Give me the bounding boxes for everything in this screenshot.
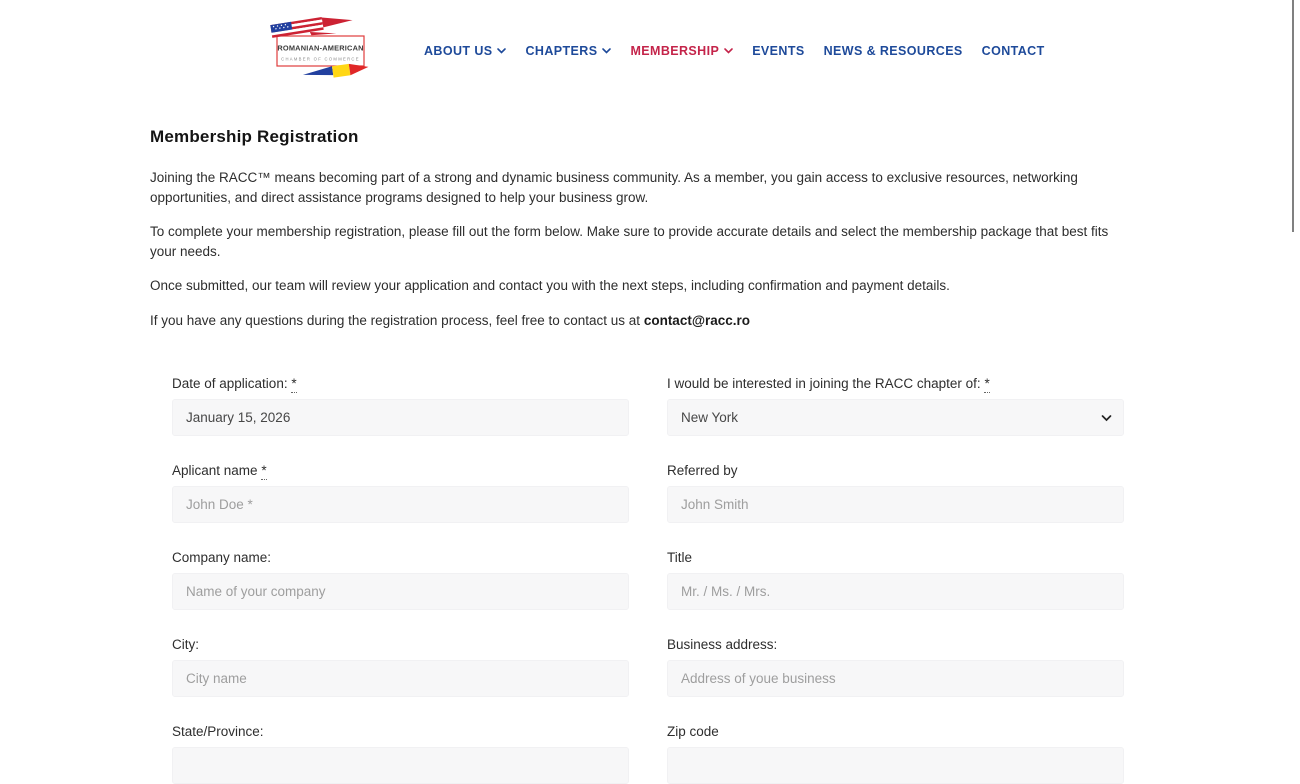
instructions-paragraph: To complete your membership registration, please fill out the form below. Make sure to provide accurate details and select the membership package that best fits your needs. — [150, 224, 1109, 259]
title-field-wrap — [667, 573, 1124, 610]
intro-paragraph: Joining the RACC™ means becoming part of a strong and dynamic business community. As a member, you gain access to exclusive resources, networking opportunities, and direct assistance programs designed to help your business grow. — [150, 170, 1078, 205]
chapter-select[interactable] — [667, 399, 1124, 436]
nav-news-resources-label: NEWS & RESOURCES — [823, 44, 963, 58]
zip-field-wrap — [667, 747, 1124, 784]
scrollbar-thumb[interactable] — [1292, 0, 1294, 232]
field-group-chapter — [667, 375, 1124, 436]
zip-code-input[interactable] — [667, 747, 1124, 784]
required-asterisk: * — [291, 376, 297, 391]
main-nav — [424, 44, 1045, 58]
field-group-address — [667, 636, 1124, 697]
title-input[interactable] — [667, 573, 1124, 610]
page-title: Membership Registration — [150, 127, 359, 146]
nav-membership-label: MEMBERSHIP — [630, 44, 720, 58]
nav-membership[interactable] — [630, 44, 733, 58]
state-field-wrap — [172, 747, 629, 784]
title-label: Title — [667, 550, 693, 565]
required-asterisk: * — [261, 463, 267, 478]
applicant-field-wrap — [172, 486, 629, 523]
date-field-wrap — [172, 399, 629, 436]
logo-line1: ROMANIAN-AMERICAN — [277, 43, 364, 53]
nav-about-us[interactable] — [424, 44, 506, 58]
contact-email: contact@racc.ro — [643, 312, 751, 328]
date-of-application-input[interactable] — [172, 399, 629, 436]
field-group-company — [172, 549, 629, 610]
city-label: City: — [172, 637, 199, 652]
chapter-field-wrap — [667, 399, 1124, 436]
main-content — [150, 127, 1132, 784]
logo-line2: CHAMBER OF COMMERCE — [281, 56, 360, 62]
contact-paragraph — [150, 311, 1132, 331]
city-input[interactable] — [172, 660, 629, 697]
applicant-name-input[interactable] — [172, 486, 629, 523]
referred-by-input[interactable] — [667, 486, 1124, 523]
referred-field-wrap — [667, 486, 1124, 523]
nav-news-resources[interactable] — [824, 44, 963, 58]
field-group-referred — [667, 462, 1124, 523]
address-field-wrap — [667, 660, 1124, 697]
field-group-date — [172, 375, 629, 436]
required-asterisk: * — [984, 376, 990, 391]
state-province-label: State/Province: — [172, 724, 264, 739]
applicant-name-label: Aplicant name * — [172, 463, 267, 478]
racc-logo-icon — [263, 13, 378, 87]
company-name-input[interactable] — [172, 573, 629, 610]
date-label: Date of application: * — [172, 376, 297, 391]
field-group-city — [172, 636, 629, 697]
chevron-down-icon — [724, 48, 733, 54]
state-province-input[interactable] — [172, 747, 629, 784]
nav-chapters-label: CHAPTERS — [525, 44, 598, 58]
business-address-label: Business address: — [667, 637, 778, 652]
chevron-down-icon — [602, 48, 611, 54]
contact-paragraph-text: If you have any questions during the registration process, feel free to contact us at — [150, 312, 641, 328]
field-group-state — [172, 723, 629, 784]
membership-registration-form — [172, 375, 1132, 784]
field-group-zip — [667, 723, 1124, 784]
field-group-applicant — [172, 462, 629, 523]
chevron-down-icon — [497, 48, 506, 54]
company-name-label: Company name: — [172, 550, 272, 565]
nav-contact[interactable] — [982, 44, 1045, 58]
company-field-wrap — [172, 573, 629, 610]
referred-by-label: Referred by — [667, 463, 738, 478]
business-address-input[interactable] — [667, 660, 1124, 697]
nav-events[interactable] — [752, 44, 804, 58]
racc-logo[interactable] — [263, 13, 378, 87]
zip-code-label: Zip code — [667, 724, 719, 739]
nav-events-label: EVENTS — [752, 44, 805, 58]
site-header — [0, 0, 1300, 100]
nav-about-us-label: ABOUT US — [424, 44, 493, 58]
review-paragraph: Once submitted, our team will review your application and contact you with the next steps, including confirmation and payment details. — [150, 278, 950, 293]
nav-chapters[interactable] — [525, 44, 611, 58]
city-field-wrap — [172, 660, 629, 697]
nav-contact-label: CONTACT — [981, 44, 1045, 58]
field-group-title — [667, 549, 1124, 610]
chapter-label: I would be interested in joining the RACC chapter of: * — [667, 376, 990, 391]
